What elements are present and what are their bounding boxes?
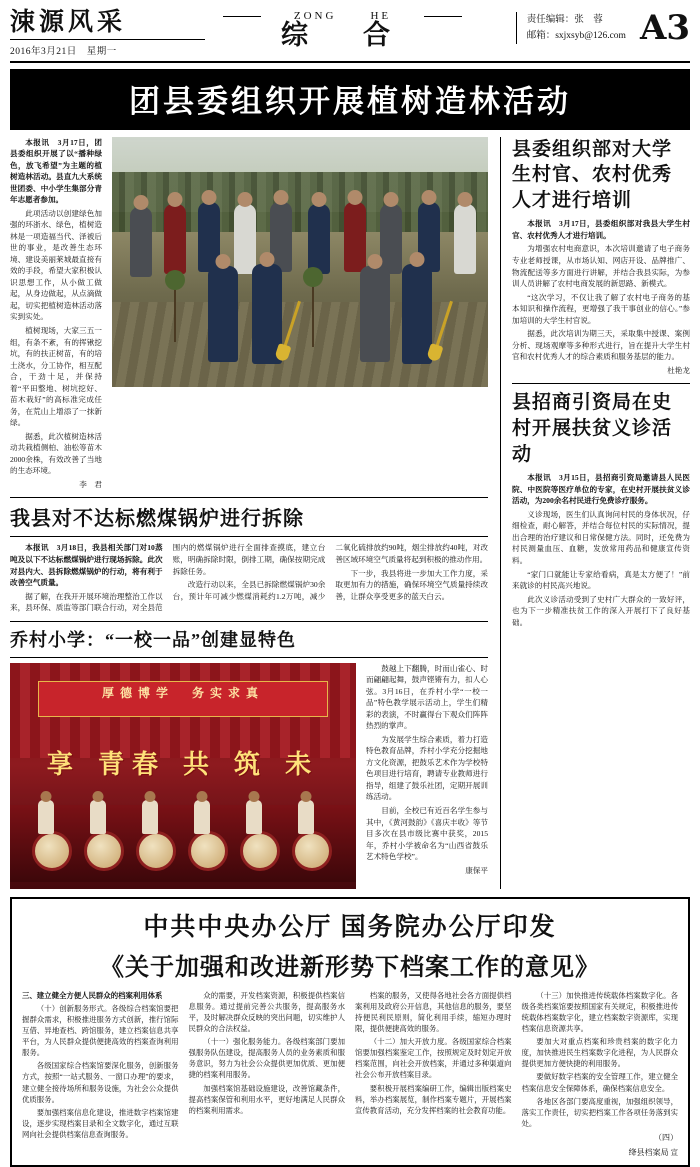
photo-person <box>234 204 256 274</box>
doc-c1-p1: （十）创新服务形式。各级综合档案馆要把握群众需求，积极推进服务方式创新，推行馆际互借、异地查档、跨馆服务，建立档案信息共享平台，为人民群众提供便捷高效的档案查询利用服务。 <box>22 1003 179 1058</box>
article3-para-2: 目前，全校已有近百名学生参与其中，《黄河鼓韵》《喜庆丰收》等节目多次在县市级比赛中获奖，2015年，乔村小学被命名为“山西省鼓乐艺术特色学校”。 <box>366 806 488 862</box>
performer <box>246 800 262 834</box>
policy-document-box <box>10 897 690 1167</box>
drum <box>84 831 124 871</box>
doc-c2-p1: （十一）强化服务能力。各级档案部门要加强服务队伍建设，提高服务人员的业务素质和服务意识，努力为社会公众提供更加优质、更加便捷的档案利用服务。 <box>188 1037 345 1080</box>
document-footer-num: （四） <box>654 1132 678 1142</box>
sidebar-a-para-3: 据悉，此次培训为期三天，采取集中授课、案例分析、现场观摩等多种形式进行，旨在提升大学生村官和农村优秀人才的综合素质和服务基层的能力。 <box>512 329 690 362</box>
doc-c1-p3: 要加强档案信息化建设，推进数字档案馆建设，逐步实现档案目录和全文数字化，通过互联网向社会提供档案信息查询服务。 <box>22 1107 179 1139</box>
document-title-line2: 《关于加强和改进新形势下档案工作的意见》 <box>100 954 600 981</box>
article1-para-2: 植树现场，大家三五一组，有条不紊，有的挥锹挖坑，有的扶正树苗，有的培土浇水，分工协作，相互配合，干劲十足，并保持着“平田整地、树坑挖好、苗木栽好”的高标准完成任务，在荒山上增添了一抹新绿。 <box>10 326 102 428</box>
drum <box>240 831 280 871</box>
stage-main-text: 享 青春 共 筑 未 <box>46 749 320 780</box>
performer <box>90 800 106 834</box>
sidebar-b-para-1: 义诊现场，医生们认真询问村民的身体状况，仔细检查，耐心解答，并结合每位村民的实际情况，提出合理的治疗建议和日常保健方法。同时，还免费为村民测量血压、血糖，发放常用药品和健康宣传资料。 <box>512 509 690 565</box>
document-column-4 <box>522 990 679 1159</box>
email-line: 邮箱：sxjxsyb@126.com <box>526 31 626 41</box>
body-area <box>10 137 690 889</box>
sidebar-article-a-title: 县委组织部对大学生村官、农村优秀人才进行培训 <box>512 138 673 211</box>
doc-c4-p3: 各地区各部门要高度重视，加强组织领导，落实工作责任，切实把档案工作各项任务落到实处。 <box>521 1096 678 1128</box>
article2-para-0: 本报讯 3月18日，我县相关部门对10蒸吨及以下不达标燃煤锅炉进行现场拆除。此次对县内大、县拆除燃煤锅炉的行动，将有利于改善空气质量。 <box>10 543 163 588</box>
photo-person <box>344 202 366 272</box>
masthead-center <box>205 8 480 51</box>
section-name: 综 合 <box>281 20 404 50</box>
article3-para-1: 为发展学生综合素质，着力打造特色教育品牌，乔村小学充分挖掘地方文化资源，把鼓乐艺术作为学校特色项目进行培育，聘请专业教师进行指导，组建了鼓乐社团，定期开展训练活动。 <box>366 734 488 802</box>
photo-person-foreground <box>360 266 390 362</box>
article3-para-0: 鼓越上下翻腾，时而山雀心、时而翩翩起舞，鼓声铿锵有力，扣人心弦。3月16日，在乔村小学“一校一品”特色教学展示活动上，学生们精彩的表演，不时赢得台下观众们阵阵热烈的掌声。 <box>366 663 488 731</box>
drum <box>188 831 228 871</box>
performer <box>38 800 54 834</box>
main-headline: 团县委组织开展植树造林活动 <box>10 69 690 130</box>
drum <box>32 831 72 871</box>
doc-c4-p1: 要加大对重点档案和珍贵档案的数字化力度，加快推进民生档案数字化进程，为人民群众提供更加方便快捷的利用服务。 <box>521 1037 678 1069</box>
drum <box>136 831 176 871</box>
masthead-left <box>10 8 205 57</box>
doc-c3-p2: 要积极开展档案编研工作，编辑出版档案史料，举办档案展览，制作档案专题片，开展档案宣传教育活动，充分发挥档案的社会教育功能。 <box>355 1083 512 1115</box>
performer <box>298 800 314 834</box>
photo-person <box>454 204 476 274</box>
article2-para-1: 据了解，在我开开展环境治理整治工作以来，县环保、质监等部门联合行动，对全县范围内的燃煤锅炉进行全面排查摸底，建立台账，明确拆除时限，倒排工期，确保按期完成拆除任务。 <box>10 543 326 613</box>
section-pinyin-2: HE <box>370 10 392 22</box>
article2-text <box>10 542 488 613</box>
sidebar-a-para-0: 本报讯 3月17日，县委组织部对我县大学生村官、农村优秀人才进行培训。 <box>512 219 690 240</box>
masthead-contact <box>516 12 626 44</box>
photo-person <box>308 204 330 274</box>
photo-person-foreground <box>208 266 238 362</box>
article2-para-3: 下一步，我县将进一步加大工作力度，采取更加有力的措施，确保环境空气质量持续改善，让群众享受更多的蓝天白云。 <box>335 568 488 601</box>
document-footer <box>522 1147 679 1159</box>
sidebar-article-b-title: 县招商引资局在史村开展扶贫义诊活动 <box>512 392 673 465</box>
doc-c4-p0: （十三）加快推进传统载体档案数字化。各级各类档案馆要按照国家有关规定，积极推进传统载体档案数字化，建立档案数字资源库，实现档案信息资源共享。 <box>521 990 678 1033</box>
article2-para-2: 改造行动以来，全县已拆除燃煤锅炉30余台，预计年可减少燃煤消耗约1.2万吨，减少二氧化硫排放约90吨，烟尘排放约40吨，对改善区域环境空气质量将起到积极的推动作用。 <box>172 543 488 601</box>
doc-c2-p0: 众的需要，开发档案资源，积极提供档案信息服务。通过提前完善公共服务，提高服务水平，及时解决群众反映的突出问题，切实维护人民群众的合法权益。 <box>188 990 345 1033</box>
document-column-1 <box>22 990 179 1159</box>
document-footer-source: 绛县档案局 <box>628 1147 669 1157</box>
doc-c3-p1: （十二）加大开放力度。各级国家综合档案馆要加强档案鉴定工作，按照规定及时划定开放档案范围，向社会开放档案，并通过多种渠道向社会公布开放档案目录。 <box>355 1037 512 1080</box>
performer <box>194 800 210 834</box>
article3-title: 乔村小学：“一校一品”创建显特色 <box>10 621 488 658</box>
masthead <box>10 8 690 63</box>
document-columns <box>22 990 678 1159</box>
document-column-2 <box>189 990 346 1159</box>
masthead-right <box>480 8 690 48</box>
document-column-3 <box>355 990 512 1159</box>
article-tree-planting <box>10 137 488 491</box>
sidebar-b-para-0: 本报讯 3月15日，县招商引资局邀请县人民医院、中医院等医疗单位的专家，在史村开展扶贫义诊活动，为200余名村民进行免费诊疗服务。 <box>512 473 690 506</box>
section-pinyin <box>205 10 480 22</box>
article2-title: 我县对不达标燃煤锅炉进行拆除 <box>10 497 488 537</box>
article-school-feature <box>10 663 488 889</box>
doc-c1-p0: 三、建立健全方便人民群众的档案利用体系 <box>22 990 163 1000</box>
newspaper-title: 涑源风采 <box>10 8 205 40</box>
sidebar-article-b-text <box>512 472 690 628</box>
tree-planting-photo <box>112 137 488 387</box>
doc-c3-p0: 档案的服务，又使得各地社会各方面提供档案利用及政府公开信息，其他信息的服务，要坚持便民利民原则，简化利用手续，缩短办理时限，提供便捷高效的服务。 <box>355 990 512 1033</box>
article1-text <box>10 137 102 491</box>
article1-byline: 李 君 <box>79 479 102 489</box>
school-performance-photo <box>10 663 356 889</box>
photo-person <box>130 207 152 277</box>
performer <box>142 800 158 834</box>
editor-line: 责任编辑：张 蓉 <box>526 14 603 25</box>
doc-c2-p2: 加强档案馆基础设施建设，改善馆藏条件，提高档案保管和利用水平，更好地满足人民群众的档案利用需求。 <box>188 1083 345 1115</box>
article1-para-1: 此项活动以创建绿色加强的环浙水、绿色，植树造林是一项造福当代、泽被后世的事业，是改善生态环境、建设美丽莱城最直接有效的手段，希望大家积极认识思想工作，从小做工做起，从身边做起，从点滴做起，切实把植树造林活动落实到实处。 <box>10 208 102 322</box>
document-title-line1: 中共中央办公厅 国务院办公厅印发 <box>143 913 557 941</box>
section-pinyin-1: ZONG <box>293 10 337 22</box>
article1-para-0: 本报讯 3月17日，团县委组织开展了以“播种绿色，放飞希望”为主题的植树造林活动。县直九大系统世团委、中小学生集部分青年志愿者参加。 <box>10 137 102 205</box>
right-column <box>500 137 690 889</box>
sidebar-article-a-text <box>512 218 690 376</box>
article1-para-3: 据悉，此次植树造林活动共栽植侧柏、油松等苗木2000余株，有效改善了当地的生态环境。 <box>10 431 102 476</box>
article3-text <box>366 663 488 889</box>
sidebar-a-byline: 杜艳龙 <box>667 365 690 375</box>
sidebar-a-para-2: “这次学习，不仅让我了解了农村电子商务的基本知识和操作流程，更增强了我干事创业的信心。”参加培训的大学生村官说。 <box>512 292 690 325</box>
sidebar-a-para-1: 为增强农村电商意识，本次培训邀请了电子商务专业老师授课，从市场认知、网店开设、品牌推广、物流配送等多方面进行讲解，并结合我县实际，为参训人员讲解了农村电商发展的新思路、新模式。 <box>512 244 690 289</box>
drum <box>292 831 332 871</box>
photo-sapling <box>174 284 176 342</box>
document-footer-note: 宣 <box>670 1147 678 1157</box>
photo-sapling <box>312 281 314 347</box>
stage-banner-text: 厚德博学 务实求真 <box>38 681 329 717</box>
publication-date: 2016年3月21日 星期一 <box>10 46 117 57</box>
photo-person <box>380 204 402 274</box>
sidebar-b-para-2: “家门口就能让专家给看病，真是太方便了！”前来就诊的村民高兴地说。 <box>512 569 690 591</box>
doc-c1-p2: 各级国家综合档案馆要深化服务，创新服务方式，按照“一站式服务、一窗口办理”的要求，建立健全接待场所和服务设施，为社会公众提供优质服务。 <box>22 1061 179 1104</box>
sidebar-divider <box>512 383 690 384</box>
photo-person <box>164 204 186 274</box>
page-number: A3 <box>639 8 690 48</box>
doc-c4-p2: 要做好数字档案的安全管理工作，建立健全档案信息安全保障体系，确保档案信息安全。 <box>521 1072 678 1093</box>
photo-person-foreground <box>402 264 432 364</box>
left-column <box>10 137 488 889</box>
article3-byline: 康保平 <box>465 865 488 875</box>
sidebar-b-para-3: 此次义诊活动受到了史村广大群众的一致好评，也为下一步精准扶贫工作的深入开展打下了良好基础。 <box>512 594 690 627</box>
